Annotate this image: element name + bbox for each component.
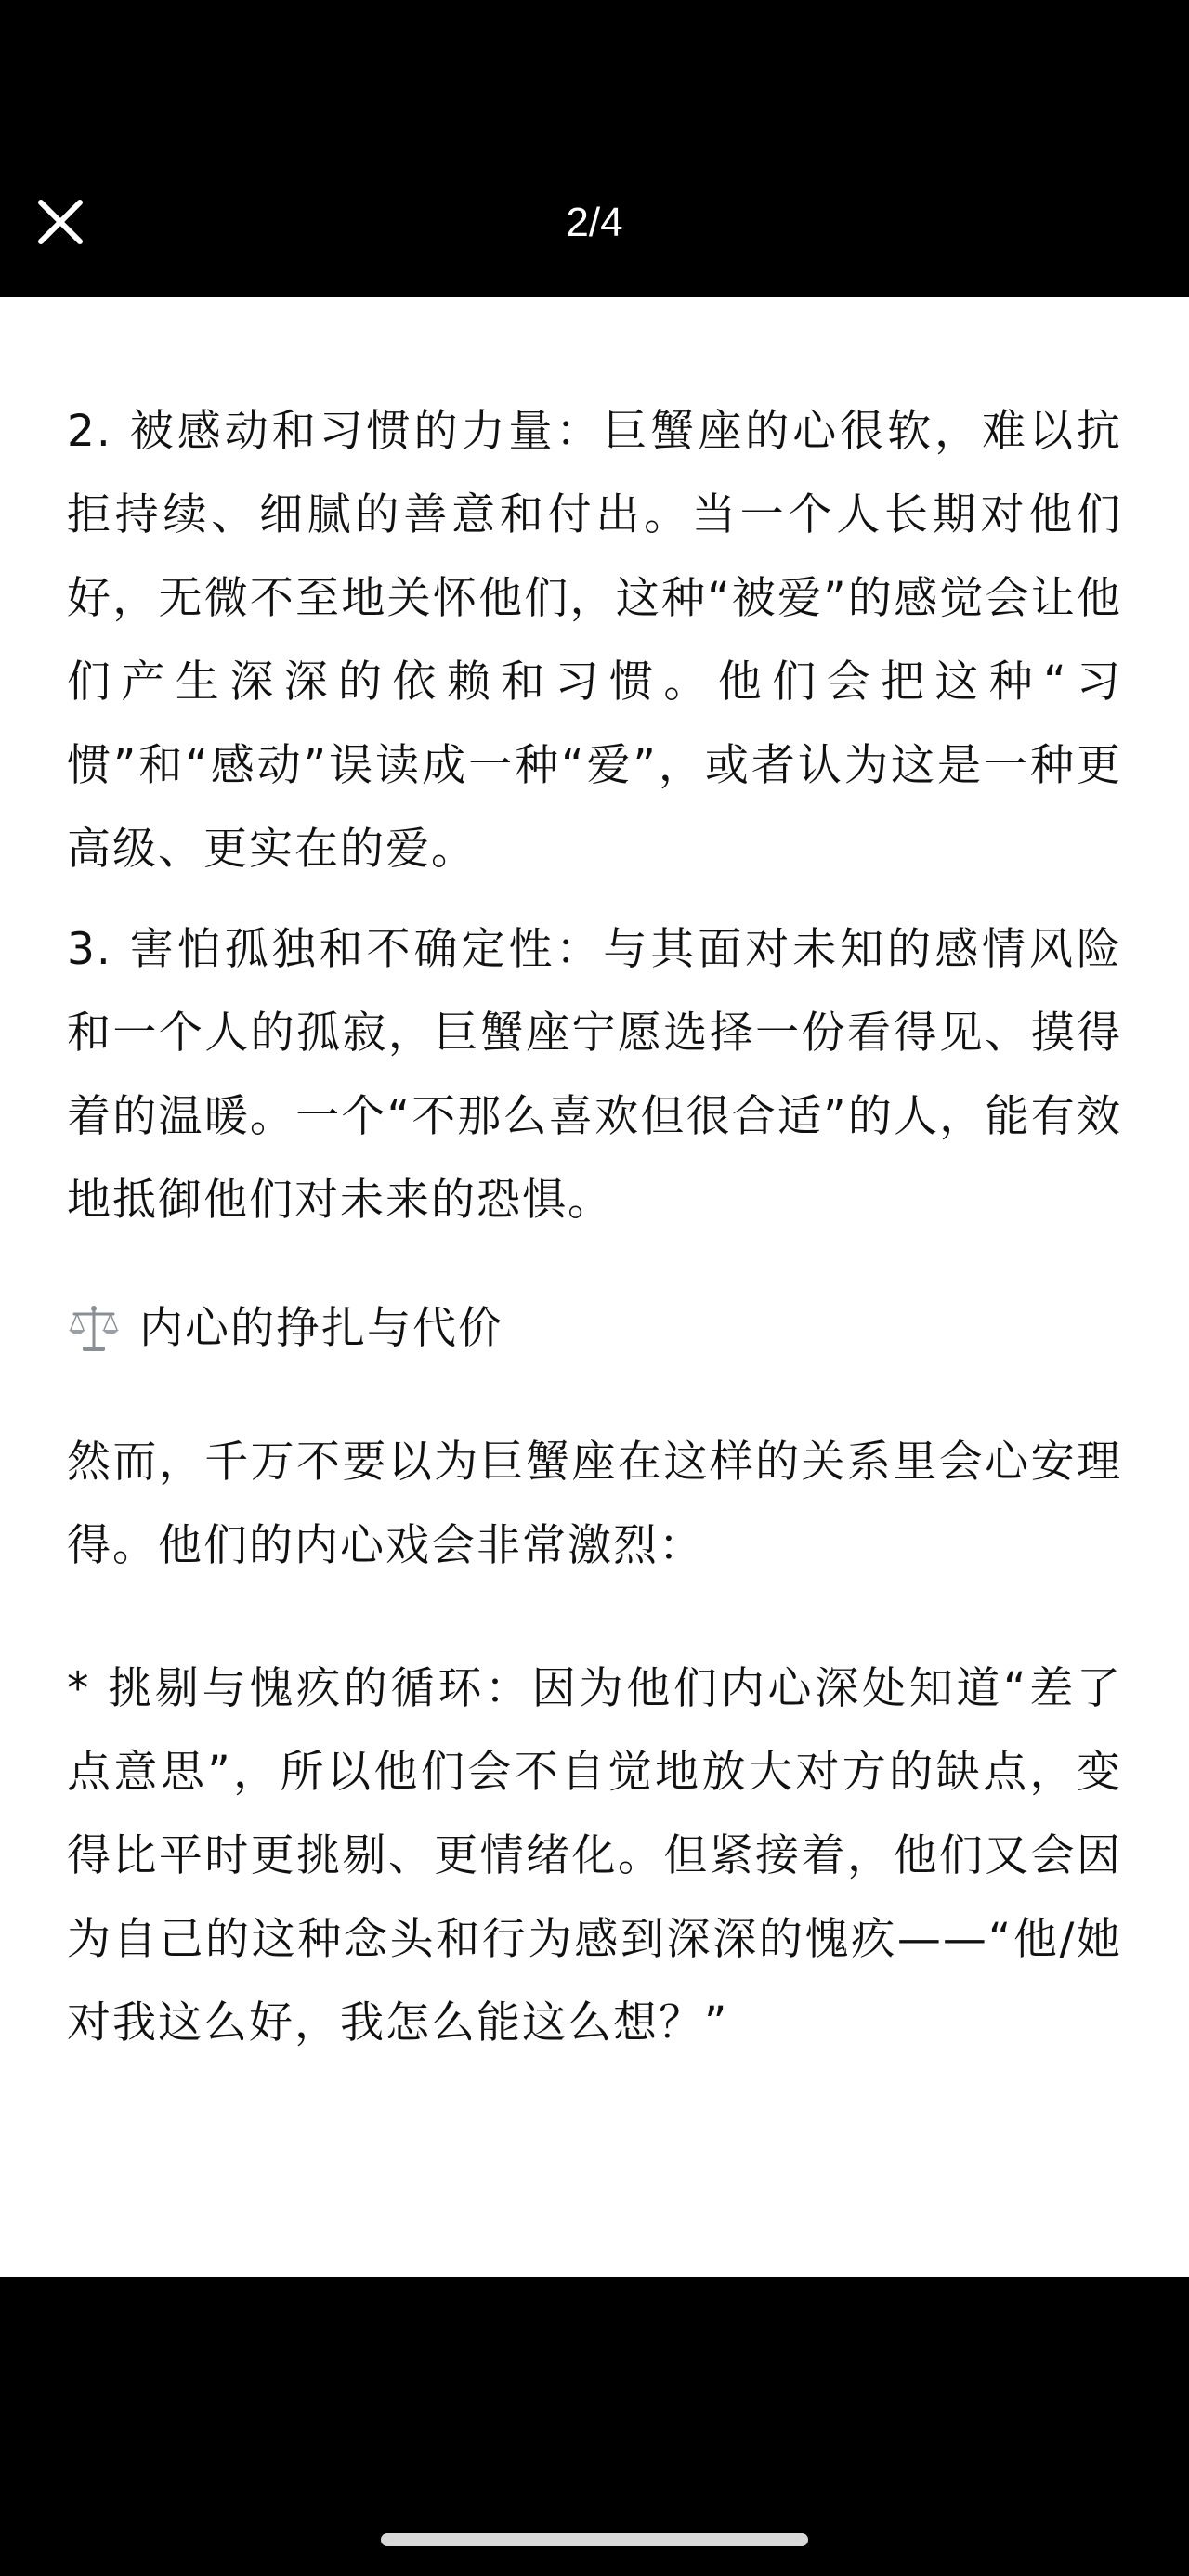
balance-scale-icon [67, 1302, 121, 1356]
paragraph-fear-of-loneliness: 3. 害怕孤独和不确定性：与其面对未知的感情风险和一个人的孤寂，巨蟹座宁愿选择一份看得见、摸得着的温暖。一个“不那么喜欢但很合适”的人，能有效地抵御他们对未来的恐惧。 [67, 924, 1122, 1226]
section-heading-text: 内心的挣扎与代价 [139, 1303, 503, 1354]
page-counter: 2/4 [566, 200, 623, 245]
paragraph-picky-guilt-cycle: * 挑剔与愧疚的循环：因为他们内心深处知道“差了点意思”，所以他们会不自觉地放大对方的缺点，变得比平时更挑剔、更情绪化。但紧接着，他们又会因为自己的这种念头和行为感到深深的愧疚——“他/她对我这么好，我怎么能这么想？” [67, 1663, 1122, 2049]
viewer-bottom-bar [0, 2277, 1189, 2576]
home-indicator[interactable] [381, 2533, 808, 2546]
paragraph-inner-conflict-intro: 然而，千万不要以为巨蟹座在这样的关系里会心安理得。他们的内心戏会非常激烈： [67, 1437, 1122, 1571]
article-page [0, 297, 1189, 2277]
article-body [67, 390, 1122, 2065]
viewer-top-bar [0, 0, 1189, 297]
paragraph-attachment-by-kindness: 2. 被感动和习惯的力量：巨蟹座的心很软，难以抗拒持续、细腻的善意和付出。当一个人长期对他们好，无微不至地关怀他们，这种“被爱”的感觉会让他们产生深深的依赖和习惯。他们会把这种“习惯”和“感动”误读成一种“爱”，或者认为这是一种更高级、更实在的爱。 [67, 406, 1122, 875]
section-heading [67, 1287, 1122, 1371]
